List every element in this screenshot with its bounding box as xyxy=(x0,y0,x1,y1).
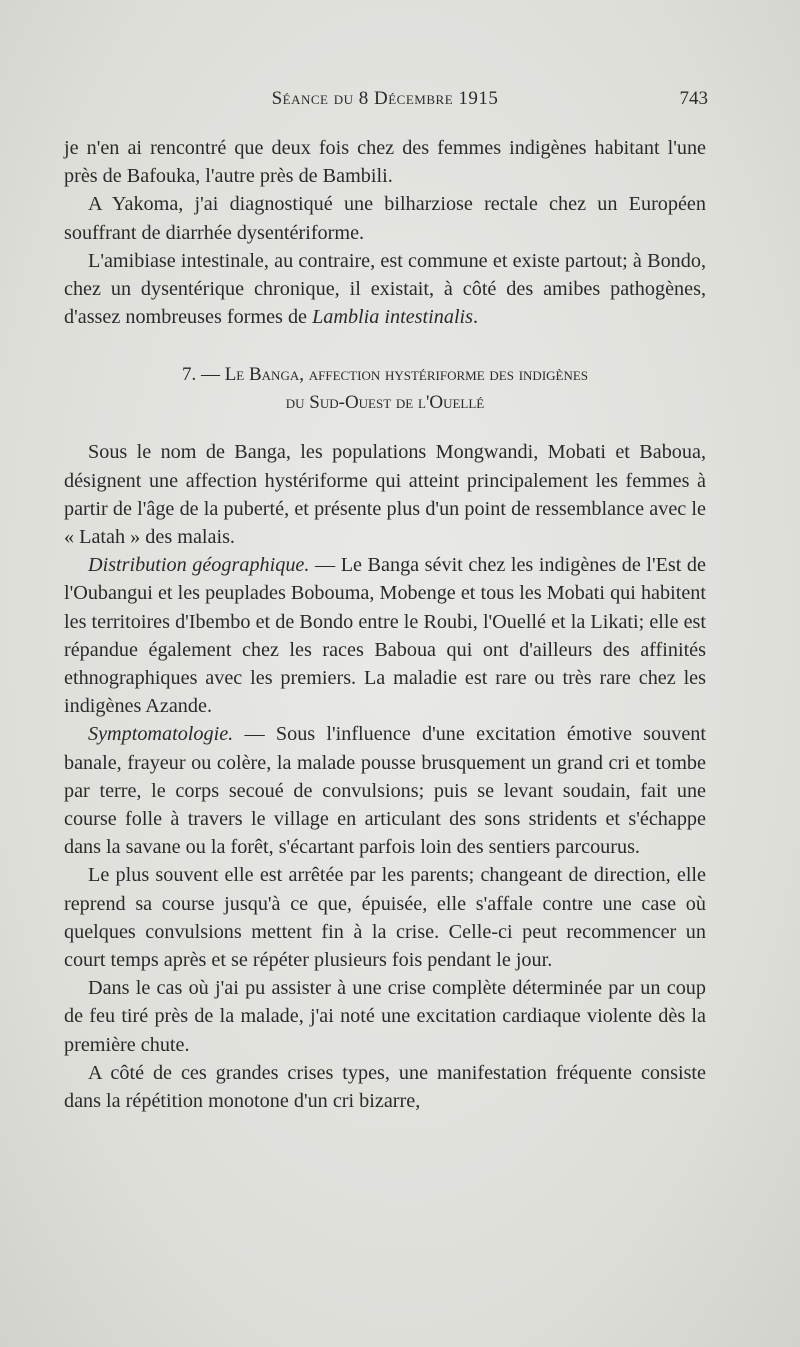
paragraph-end: . xyxy=(473,306,479,329)
paragraph: je n'en ai rencontré que deux fois chez des femmes indigènes habitant l'une près de Bafouka, l'autre près de Bambili. xyxy=(64,137,706,188)
paragraph xyxy=(64,551,706,720)
paragraph-text: — Le Banga sévit chez les indigènes de l'Est de l'Oubangui et les peuplades Bobouma, Mobenge et tous les Mobati qui habitent les territoires d'Ibembo et de Bondo entre le Roubi, l'Ouellé et la Likati; elle est répandue également chez les races Baboua qui ont d'ailleurs des affinités ethnographiques avec les premiers. La maladie est rare ou très rare chez les indigènes Azande. xyxy=(64,554,706,718)
paragraph xyxy=(64,720,706,861)
section-heading xyxy=(64,361,706,417)
paragraph-text: — Sous l'influence d'une excitation émotive souvent banale, frayeur ou colère, la malade pousse brusquement un grand cri et tombe par terre, le corps secoué de convulsions; puis se levant soudain, fait une course folle à travers le village en articulant des sons stridents et s'échappe dans la savane ou la forêt, s'écartant parfois loin des sentiers parcourus. xyxy=(64,723,706,859)
paragraph: Dans le cas où j'ai pu assister à une crise complète déterminée par un coup de feu tiré près de la malade, j'ai noté une excitation cardiaque violente dès la première chute. xyxy=(64,977,706,1056)
paragraph: A côté de ces grandes crises types, une manifestation fréquente consiste dans la répétition monotone d'un cri bizarre, xyxy=(64,1061,706,1113)
paragraph xyxy=(64,247,706,332)
species-name: Lamblia intestinalis xyxy=(312,306,474,329)
paragraph: Sous le nom de Banga, les populations Mongwandi, Mobati et Baboua, désignent une affection hystériforme qui atteint principalement les femmes à partir de l'âge de la puberté, et présente plus d'un point de ressemblance avec le « Latah » des malais. xyxy=(64,441,706,549)
section-heading-line-1: 7. — Le Banga, affection hystériforme des indigènes xyxy=(181,364,589,386)
page-number: 743 xyxy=(679,88,708,109)
section-heading-line-2: du Sud-Ouest de l'Ouellé xyxy=(285,392,485,414)
paragraph: A Yakoma, j'ai diagnostiqué une bilharziose rectale chez un Européen souffrant de diarrhée dysentériforme. xyxy=(64,193,706,244)
subsection-label: Distribution géographique. xyxy=(88,554,310,577)
running-title: Séance du 8 Décembre 1915 xyxy=(271,88,499,109)
paragraph-text: L'amibiase intestinale, au contraire, est commune et existe partout; à Bondo, chez un dysentérique chronique, il existait, à côté des amibes pathogènes, d'assez nombreuses formes de xyxy=(64,249,706,329)
body-text xyxy=(64,134,706,1115)
subsection-label: Symptomatologie. xyxy=(88,723,234,746)
paragraph: Le plus souvent elle est arrêtée par les parents; changeant de direction, elle reprend sa course jusqu'à ce que, épuisée, elle s'affale contre une case où quelques convulsions mettent fin à la crise. Celle-ci peut recommencer un court temps après et se répéter plusieurs fois pendant le jour. xyxy=(64,864,706,972)
page-header xyxy=(62,88,708,118)
